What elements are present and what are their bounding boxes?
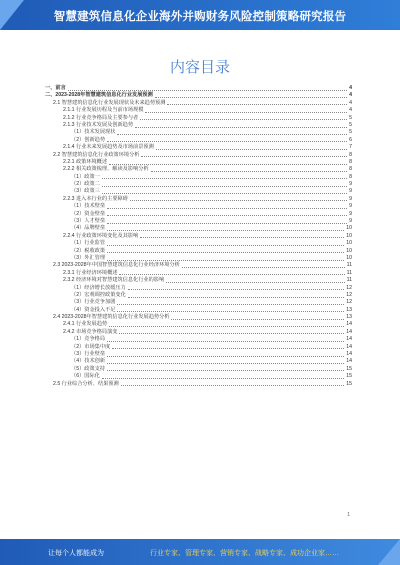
toc-entry[interactable] — [45, 307, 352, 314]
toc-entry[interactable] — [45, 277, 352, 284]
toc-entry-label: 2.3.1 行业经济环境概述 — [63, 269, 118, 276]
toc-entry-page: 8 — [349, 151, 352, 158]
toc-entry[interactable] — [45, 211, 352, 218]
toc-leader-dots — [102, 178, 347, 179]
toc-entry-page: 14 — [346, 328, 352, 335]
toc-entry-label: 2.2.3 进入本行业的主要障碍 — [63, 195, 128, 202]
toc-entry-label: 2.5 行业综合分析、结果预测 — [53, 380, 119, 387]
toc-leader-dots — [68, 90, 347, 91]
toc-leader-dots — [155, 97, 347, 98]
table-of-contents — [45, 85, 352, 388]
toc-leader-dots — [171, 319, 344, 320]
toc-leader-dots — [117, 134, 347, 135]
toc-entry-page: 5 — [349, 114, 352, 121]
toc-entry-label: （4）资金投入不足 — [71, 306, 116, 313]
toc-leader-dots — [107, 208, 347, 209]
toc-leader-dots — [117, 311, 344, 312]
toc-entry-page: 12 — [346, 284, 352, 291]
toc-entry-label: （3）行业壁垒 — [71, 351, 106, 358]
toc-entry-label: 2.3 2023-2028年中国智慧建筑信息化行业经济环境分析 — [53, 262, 180, 269]
toc-leader-dots — [102, 186, 347, 187]
toc-leader-dots — [107, 230, 344, 231]
toc-entry-page: 11 — [346, 262, 352, 269]
toc-entry-label: （3）人才壁垒 — [71, 218, 106, 225]
toc-entry-label: 2.1 智慧建筑信息化行业发展现状及未来趋势预测 — [53, 99, 166, 106]
toc-entry-page: 15 — [346, 380, 352, 387]
toc-entry-page: 4 — [349, 107, 352, 114]
toc-entry-label: 2.4.2 市场竞争格局演变 — [63, 328, 118, 335]
footer-slogan: 让每个人都能成为 — [48, 550, 104, 557]
toc-entry-label: （1）竞争格局 — [71, 336, 106, 343]
toc-entry-label: （6）国际化 — [71, 373, 100, 380]
toc-entry-page: 8 — [349, 166, 352, 173]
toc-entry-page: 10 — [346, 232, 352, 239]
toc-entry-label: （4）技术创新 — [71, 358, 106, 365]
toc-heading: 内容目录 — [169, 58, 230, 76]
toc-entry-page: 11 — [346, 277, 352, 284]
toc-entry[interactable] — [45, 358, 352, 365]
toc-entry[interactable] — [45, 285, 352, 292]
toc-entry[interactable] — [45, 188, 352, 195]
toc-entry-page: 7 — [349, 144, 352, 151]
toc-entry-page: 10 — [346, 254, 352, 261]
toc-leader-dots — [130, 200, 347, 201]
toc-entry-page: 15 — [346, 365, 352, 372]
toc-entry-label: 二、2023-2028年智慧建筑信息化行业发展预测 — [45, 92, 153, 99]
toc-entry[interactable] — [45, 174, 352, 181]
toc-entry-page: 6 — [349, 136, 352, 143]
toc-entry-label: 一、前言 — [45, 84, 66, 91]
toc-leader-dots — [119, 274, 344, 275]
toc-leader-dots — [107, 215, 347, 216]
toc-entry-label: 2.2 智慧建筑信息化行业政策环境分析 — [53, 151, 140, 158]
toc-entry-label: （2）政策二 — [71, 181, 100, 188]
toc-entry[interactable] — [45, 115, 352, 122]
toc-entry-page: 12 — [346, 291, 352, 298]
toc-entry-label: （1）政策一 — [71, 173, 100, 180]
toc-entry-label: （1）经济增长放缓压力 — [71, 284, 126, 291]
toc-entry[interactable] — [45, 344, 352, 351]
toc-entry-page: 8 — [349, 158, 352, 165]
toc-leader-dots — [107, 223, 347, 224]
toc-entry[interactable] — [45, 262, 352, 269]
toc-entry-label: （5）政策支持 — [71, 365, 106, 372]
toc-entry-label: （1）行业监管 — [71, 240, 106, 247]
toc-entry[interactable] — [45, 152, 352, 159]
toc-leader-dots — [119, 333, 344, 334]
toc-entry-page: 4 — [349, 99, 352, 106]
toc-entry[interactable] — [45, 322, 352, 329]
toc-entry-label: 2.4.1 行业发展趋势 — [63, 321, 108, 328]
toc-entry-page: 14 — [346, 343, 352, 350]
toc-entry[interactable] — [45, 129, 352, 136]
toc-entry-label: （4）品牌壁垒 — [71, 225, 106, 232]
toc-entry-page: 12 — [346, 299, 352, 306]
toc-entry-page: 14 — [346, 351, 352, 358]
toc-entry-page: 15 — [346, 373, 352, 380]
toc-leader-dots — [145, 112, 347, 113]
toc-entry-page: 10 — [346, 240, 352, 247]
toc-leader-dots — [109, 326, 344, 327]
toc-entry-page: 9 — [349, 195, 352, 202]
toc-leader-dots — [121, 385, 345, 386]
toc-leader-dots — [128, 289, 344, 290]
toc-leader-dots — [117, 304, 344, 305]
toc-entry[interactable] — [45, 240, 352, 247]
toc-leader-dots — [107, 341, 344, 342]
toc-leader-dots — [107, 370, 344, 371]
toc-entry-label: （2）创新趋势 — [71, 136, 106, 143]
toc-entry-label: 2.4 2023-2028年智慧建筑信息化行业发展趋势分析 — [53, 314, 170, 321]
toc-entry[interactable] — [45, 203, 352, 210]
toc-entry-page: 9 — [349, 218, 352, 225]
toc-entry-label: 2.1.2 行业竞争格局及主要参与者 — [63, 114, 139, 121]
toc-entry-page: 5 — [349, 129, 352, 136]
toc-entry[interactable] — [45, 299, 352, 306]
toc-entry-label: （2）资金壁垒 — [71, 210, 106, 217]
toc-entry-label: （1）技术发展现状 — [71, 129, 116, 136]
report-title: 智慧建筑信息化企业海外并购财务风险控制策略研究报告 — [53, 11, 347, 23]
toc-entry[interactable] — [45, 248, 352, 255]
toc-entry-label: 2.2.4 行业政策环境变化及其影响 — [63, 232, 139, 239]
page-number: 1 — [347, 512, 350, 518]
toc-entry-label: 2.2.2 相关政策梳理、解读及影响分析 — [63, 166, 149, 173]
toc-leader-dots — [109, 164, 347, 165]
toc-entry[interactable] — [45, 144, 352, 151]
toc-entry-page: 9 — [349, 210, 352, 217]
toc-entry-label: （2）税收政策 — [71, 247, 106, 254]
toc-leader-dots — [140, 237, 344, 238]
toc-entry[interactable] — [45, 373, 352, 380]
toc-entry[interactable] — [45, 381, 352, 388]
toc-leader-dots — [112, 348, 344, 349]
toc-entry-page: 10 — [346, 247, 352, 254]
toc-entry-page: 13 — [346, 314, 352, 321]
toc-leader-dots — [140, 119, 347, 120]
toc-entry-label: （3）行业竞争加剧 — [71, 299, 116, 306]
toc-entry-page: 11 — [346, 269, 352, 276]
toc-entry-page: 8 — [349, 173, 352, 180]
footer-banner — [0, 539, 400, 565]
toc-entry[interactable] — [45, 336, 352, 343]
toc-entry[interactable] — [45, 166, 352, 173]
toc-entry-page: 14 — [346, 358, 352, 365]
toc-entry-label: （1）技术壁垒 — [71, 203, 106, 210]
toc-entry-page: 5 — [349, 121, 352, 128]
toc-entry-label: 2.2.1 政策环境概述 — [63, 158, 108, 165]
toc-leader-dots — [102, 193, 347, 194]
toc-entry[interactable] — [45, 92, 352, 99]
toc-entry-label: （3）政策三 — [71, 188, 100, 195]
toc-leader-dots — [141, 156, 347, 157]
toc-leader-dots — [128, 297, 344, 298]
toc-leader-dots — [182, 267, 345, 268]
toc-leader-dots — [156, 149, 347, 150]
toc-leader-dots — [107, 363, 344, 364]
toc-entry-label: 2.1.3 行业技术发展及创新趋势 — [63, 121, 134, 128]
toc-leader-dots — [107, 252, 344, 253]
header-banner — [0, 0, 400, 30]
toc-leader-dots — [107, 260, 344, 261]
toc-entry-page: 9 — [349, 203, 352, 210]
toc-leader-dots — [107, 356, 344, 357]
toc-entry-page: 14 — [346, 321, 352, 328]
toc-entry[interactable] — [45, 225, 352, 232]
footer-corner-decoration — [378, 539, 400, 565]
toc-entry-page: 13 — [346, 306, 352, 313]
toc-leader-dots — [107, 141, 347, 142]
toc-entry-page: 4 — [349, 92, 352, 99]
toc-entry-page: 14 — [346, 336, 352, 343]
footer-tagline: 行业专家、管理专家、营销专家、战略专家、成功企业家…… — [150, 550, 339, 557]
toc-leader-dots — [107, 245, 344, 246]
toc-entry-page: 9 — [349, 188, 352, 195]
toc-entry-page: 9 — [349, 181, 352, 188]
toc-entry-label: 2.1.4 行业未来发展趋势及市场前景预测 — [63, 144, 154, 151]
toc-leader-dots — [167, 104, 347, 105]
toc-entry-label: （3）外汇管理 — [71, 254, 106, 261]
toc-entry-label: （2）市场集中度 — [71, 343, 111, 350]
toc-entry[interactable] — [45, 107, 352, 114]
toc-entry-label: （2）宏观调控政策变化 — [71, 291, 126, 298]
toc-leader-dots — [135, 127, 347, 128]
toc-entry-page: 4 — [349, 84, 352, 91]
toc-leader-dots — [102, 378, 344, 379]
toc-entry-label: 2.3.2 经济环境对智慧建筑信息化行业的影响 — [63, 277, 165, 284]
toc-leader-dots — [151, 171, 348, 172]
toc-entry-label: 2.1.1 行业发展历程及当前市场规模 — [63, 107, 144, 114]
toc-entry-page: 10 — [346, 225, 352, 232]
toc-leader-dots — [166, 282, 344, 283]
